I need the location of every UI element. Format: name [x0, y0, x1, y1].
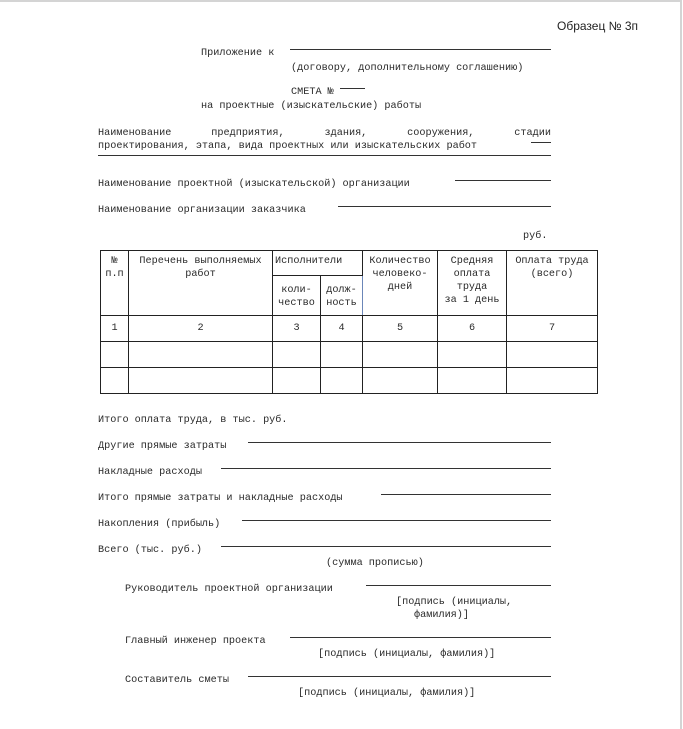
enterprise-label-line1 [98, 128, 551, 139]
column-number: 3 [273, 316, 321, 342]
header-num: № п.п [101, 251, 129, 316]
other-direct-field[interactable] [248, 442, 551, 443]
header-avg-pay: Средняя оплата труда за 1 день [438, 251, 507, 316]
currency-label: руб. [523, 231, 548, 242]
table-cell[interactable] [273, 342, 321, 368]
grand-total-hint: (сумма прописью) [326, 558, 424, 569]
estimate-title: СМЕТА № [291, 87, 334, 98]
table-cell[interactable] [321, 368, 363, 394]
overhead-label: Накладные расходы [98, 467, 202, 478]
table-cell[interactable] [507, 368, 598, 394]
enterprise-word: предприятия, [211, 128, 285, 139]
direct-and-overhead-field[interactable] [381, 494, 551, 495]
table-row [101, 368, 598, 394]
header-total-pay: Оплата труда (всего) [507, 251, 598, 316]
head-signature-hint-line1: [подпись (инициалы, [396, 597, 513, 608]
head-signature-label: Руководитель проектной организации [125, 584, 333, 595]
column-number: 5 [363, 316, 438, 342]
appendix-hint: (договору, дополнительному соглашению) [291, 63, 524, 74]
table-cell[interactable] [363, 368, 438, 394]
sample-label: Образец № 3п [557, 19, 639, 33]
header-works: Перечень выполняемых работ [129, 251, 273, 316]
table-header-row [101, 251, 598, 276]
column-number: 6 [438, 316, 507, 342]
table-cell[interactable] [507, 342, 598, 368]
table-cell[interactable] [101, 368, 129, 394]
chief-engineer-field[interactable] [290, 637, 551, 638]
header-man-days: Количество человеко- дней [363, 251, 438, 316]
table-cell[interactable] [363, 342, 438, 368]
enterprise-field[interactable] [98, 155, 551, 156]
chief-engineer-hint: [подпись (инициалы, фамилия)] [318, 649, 496, 660]
table-cell[interactable] [101, 342, 129, 368]
header-position: долж- ность [321, 276, 363, 316]
enterprise-word: Наименование [98, 128, 172, 139]
grand-total-label: Всего (тыс. руб.) [98, 545, 202, 556]
design-org-field[interactable] [455, 180, 551, 181]
head-signature-field[interactable] [366, 585, 551, 586]
enterprise-word: сооружения, [407, 128, 475, 139]
overhead-field[interactable] [221, 468, 551, 469]
chief-engineer-label: Главный инженер проекта [125, 636, 266, 647]
estimate-number-field[interactable] [340, 88, 365, 89]
estimate-subtitle: на проектные (изыскательские) работы [201, 101, 422, 112]
table-cell[interactable] [129, 368, 273, 394]
table-cell[interactable] [129, 342, 273, 368]
labor-total-label: Итого оплата труда, в тыс. руб. [98, 415, 288, 426]
compiler-hint: [подпись (инициалы, фамилия)] [298, 688, 476, 699]
table-cell[interactable] [321, 342, 363, 368]
table-column-numbers-row [101, 316, 598, 342]
enterprise-field-short[interactable] [531, 142, 551, 143]
column-number: 2 [129, 316, 273, 342]
table-cell[interactable] [438, 342, 507, 368]
customer-org-field[interactable] [338, 206, 551, 207]
compiler-field[interactable] [248, 676, 551, 677]
header-executors: Исполнители [273, 251, 363, 276]
table-row [101, 342, 598, 368]
appendix-label: Приложение к [201, 48, 275, 59]
compiler-label: Составитель сметы [125, 675, 229, 686]
direct-and-overhead-label: Итого прямые затраты и накладные расходы [98, 493, 343, 504]
appendix-field[interactable] [290, 49, 551, 50]
head-signature-hint-line2: фамилия)] [414, 610, 470, 621]
enterprise-word: стадии [514, 128, 551, 139]
enterprise-word: здания, [324, 128, 368, 139]
header-quantity: коли- чество [273, 276, 321, 316]
column-number: 1 [101, 316, 129, 342]
table-cell[interactable] [273, 368, 321, 394]
column-number: 4 [321, 316, 363, 342]
design-org-label: Наименование проектной (изыскательской) организации [98, 179, 410, 190]
profit-field[interactable] [242, 520, 551, 521]
table-cell[interactable] [438, 368, 507, 394]
column-number: 7 [507, 316, 598, 342]
customer-org-label: Наименование организации заказчика [98, 205, 306, 216]
profit-label: Накопления (прибыль) [98, 519, 221, 530]
estimate-table [100, 250, 598, 394]
enterprise-label-line2: проектирования, этапа, вида проектных или изыскательских работ [98, 141, 478, 152]
other-direct-label: Другие прямые затраты [98, 441, 227, 452]
grand-total-field[interactable] [221, 546, 551, 547]
